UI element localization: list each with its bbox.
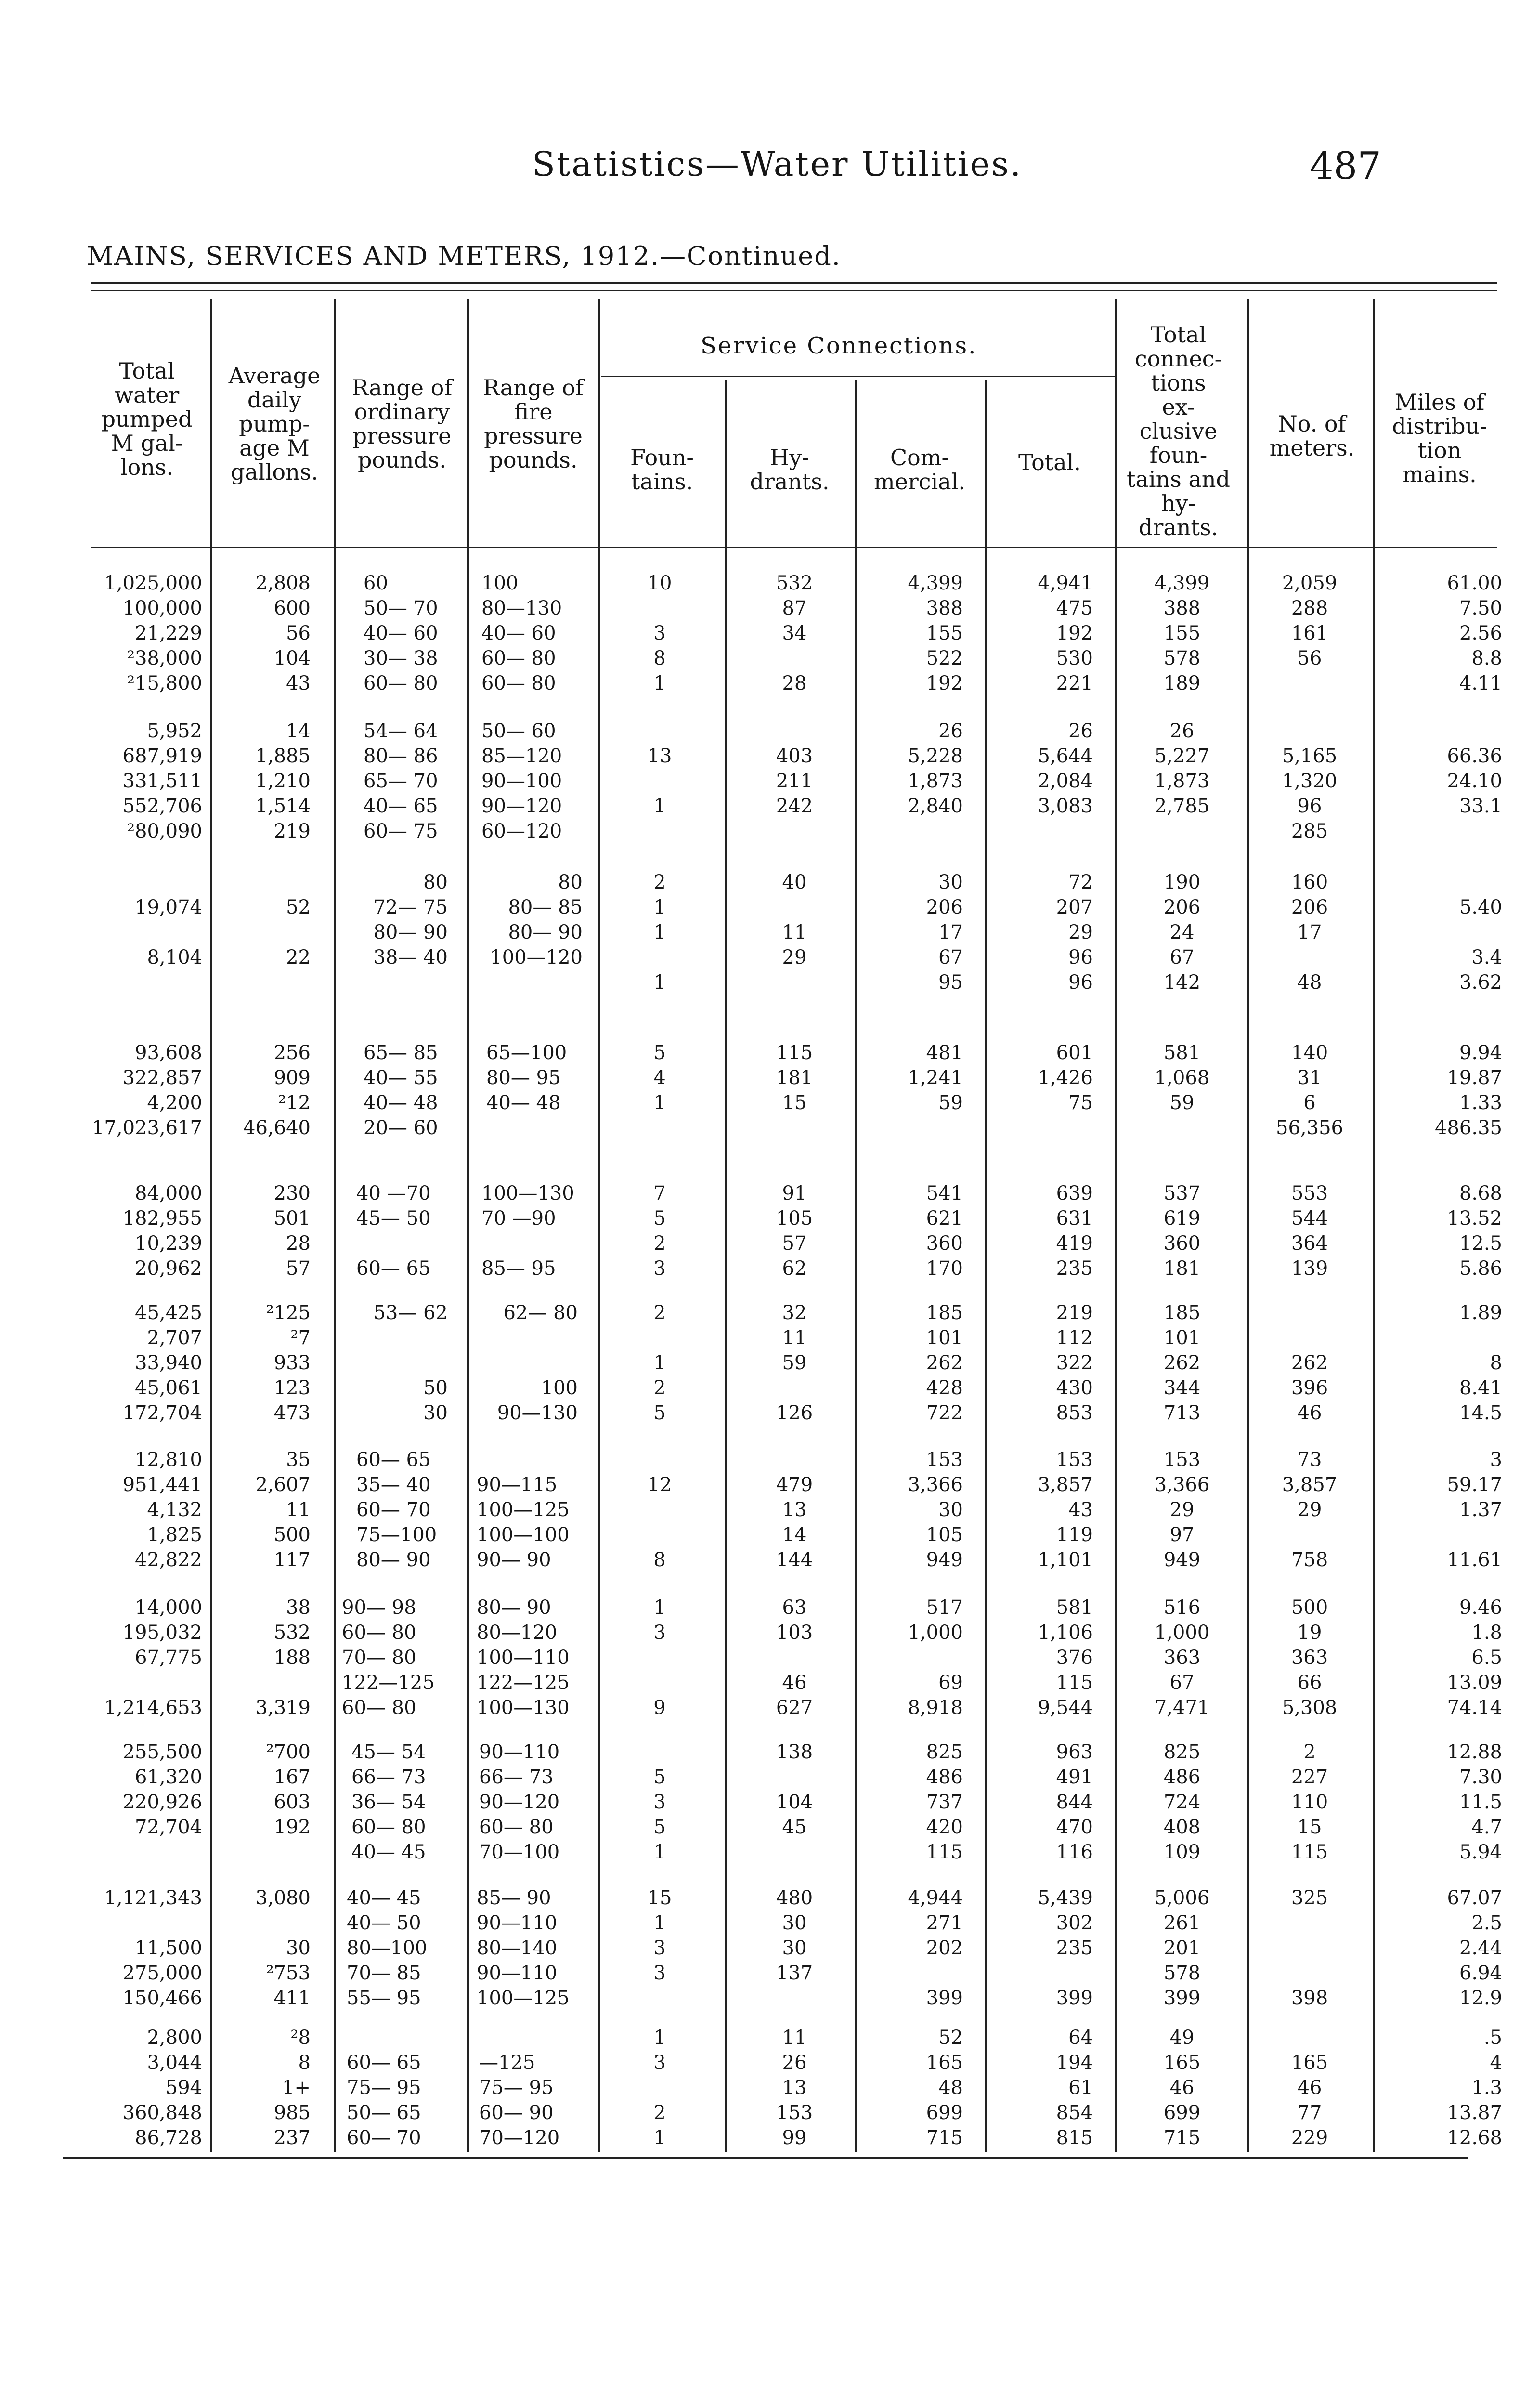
cell-total: 26 5,644 2,084 3,083 [1038, 720, 1093, 817]
cell-total-excl: 190 206 24 67 142 [1163, 871, 1201, 994]
cell-total: 4,941 475 192 530 221 [1038, 572, 1093, 694]
cell-avg-daily: 35 2,607 11 500 117 [255, 1449, 311, 1571]
cell-miles: 61.00 7.50 2.56 8.8 4.11 [1447, 572, 1502, 694]
header-miles: Miles of distribu- tion mains. [1392, 389, 1487, 487]
header-total-pumped: Total water pumped M gal- lons. [101, 358, 193, 480]
cell-avg-daily: 256 909 ²12 46,640 [243, 1042, 311, 1139]
cell-fire-pressure: 100—130 70 —90 85— 95 [481, 1182, 574, 1280]
cell-fire-pressure: 80 80— 85 80— 90 100—120 [490, 871, 583, 968]
cell-fire-pressure: 50— 60 85—120 90—100 90—120 60—120 [481, 720, 562, 842]
cell-fire-pressure: 65—100 80— 95 40— 48 [486, 1042, 567, 1114]
cell-ordinary-pressure: 40— 45 40— 50 80—100 70— 85 55— 95 [347, 1887, 428, 2009]
cell-avg-daily: ²8 8 1+ 985 237 [273, 2027, 311, 2149]
cell-miles: 9.94 19.87 1.33 486.35 [1435, 1042, 1502, 1139]
cell-hydrants: 479 13 14 144 [776, 1474, 813, 1571]
column-rule-10 [1373, 299, 1375, 2152]
cell-hydrants: 63 103 46 627 [776, 1597, 813, 1719]
cell-hydrants: 532 87 34 28 [776, 572, 813, 694]
cell-total: 153 3,857 43 119 1,101 [1038, 1449, 1093, 1571]
cell-total-pumped: 19,074 8,104 [135, 896, 202, 968]
cell-commercial: 26 5,228 1,873 2,840 [908, 720, 963, 817]
cell-meters: 500 19 363 66 5,308 [1282, 1597, 1338, 1719]
cell-fountains: 5 3 5 1 [653, 1766, 666, 1863]
header-ordinary-pressure: Range of ordinary pressure pounds. [351, 375, 453, 473]
top-rule-1 [91, 282, 1497, 284]
cell-commercial: 4,944 271 202 399 [908, 1887, 963, 2009]
cell-meters: 262 396 46 [1291, 1352, 1328, 1424]
cell-hydrants: 32 11 59 126 [776, 1302, 813, 1424]
cell-fire-pressure: 90—110 66— 73 90—120 60— 80 70—100 [479, 1741, 560, 1863]
cell-avg-daily: 2,808 600 56 104 43 [255, 572, 311, 694]
cell-total: 72 207 29 96 96 [1056, 871, 1093, 994]
cell-meters: 325 398 [1291, 1887, 1328, 2009]
cell-total-excl: 185 101 262 344 713 [1163, 1302, 1201, 1424]
cell-miles: 9.46 1.8 6.5 13.09 74.14 [1447, 1597, 1502, 1719]
cell-total: 64 194 61 854 815 [1056, 2027, 1093, 2149]
header-total-excl: Total connec- tions ex- clusive foun- tains and hy- drants. [1127, 322, 1230, 540]
cell-total-pumped: 93,608 322,857 4,200 17,023,617 [91, 1042, 202, 1139]
header-bottom-rule [91, 547, 1497, 548]
cell-total-excl: 581 1,068 59 [1154, 1042, 1210, 1114]
cell-fire-pressure: —125 75— 95 60— 90 70—120 [479, 2052, 560, 2149]
cell-ordinary-pressure: 60— 65 75— 95 50— 65 60— 70 [347, 2052, 421, 2149]
header-total: Total. [1018, 449, 1081, 475]
top-rule-2 [91, 290, 1497, 291]
cell-fire-pressure: 62— 80 100 90—130 [497, 1302, 578, 1424]
column-rule-3 [467, 299, 469, 2152]
cell-ordinary-pressure: 40 —70 45— 50 60— 65 [356, 1182, 431, 1280]
cell-total-pumped: 84,000 182,955 10,239 20,962 [122, 1182, 202, 1280]
column-rule-2 [334, 299, 336, 2152]
cell-commercial: 185 101 262 428 722 [926, 1302, 963, 1424]
header-commercial: Com- mercial. [873, 445, 966, 495]
cell-hydrants: 40 11 29 [782, 871, 807, 968]
cell-ordinary-pressure: 53— 62 50 30 [373, 1302, 448, 1424]
bottom-rule [63, 2157, 1468, 2159]
cell-fountains: 10 3 8 1 [647, 572, 672, 694]
cell-avg-daily: 38 532 188 3,319 [255, 1597, 311, 1719]
cell-avg-daily: 3,080 30 ²753 411 [255, 1887, 311, 2009]
cell-total-excl: 825 486 724 408 109 [1163, 1741, 1201, 1863]
cell-ordinary-pressure: 90— 98 60— 80 70— 80 122—125 60— 80 [342, 1597, 435, 1719]
cell-total: 219 112 322 430 853 [1056, 1302, 1093, 1424]
cell-commercial: 481 1,241 59 [908, 1042, 963, 1114]
cell-fountains: 12 8 [647, 1474, 672, 1571]
cell-meters: 5,165 1,320 96 285 [1282, 745, 1338, 842]
cell-total: 639 631 419 235 [1056, 1182, 1093, 1280]
column-rule-6 [855, 380, 857, 2152]
cell-commercial: 52 165 48 699 715 [926, 2027, 963, 2149]
cell-total-excl: 26 5,227 1,873 2,785 [1154, 720, 1210, 817]
cell-fountains: 7 5 2 3 [653, 1182, 666, 1280]
cell-commercial: 4,399 388 155 522 192 [908, 572, 963, 694]
cell-commercial: 30 206 17 67 95 [926, 871, 963, 994]
cell-total-excl: 49 165 46 699 715 [1163, 2027, 1201, 2149]
cell-total-excl: 537 619 360 181 [1163, 1182, 1201, 1280]
cell-fountains: 1 3 9 [653, 1597, 666, 1719]
service-header-rule [601, 376, 1116, 377]
header-hydrants: Hy- drants. [750, 445, 830, 495]
cell-avg-daily: 230 501 28 57 [273, 1182, 311, 1280]
cell-ordinary-pressure: 60 50— 70 40— 60 30— 38 60— 80 [364, 572, 438, 694]
cell-avg-daily: ²125 ²7 933 123 473 [266, 1302, 311, 1424]
cell-hydrants: 11 26 13 153 99 [776, 2027, 813, 2149]
cell-miles: 3 59.17 1.37 11.61 [1447, 1449, 1502, 1571]
cell-total-excl: 153 3,366 29 97 949 [1154, 1449, 1210, 1571]
cell-fountains: 2 1 2 5 [653, 1302, 666, 1424]
cell-total-pumped: 1,025,000 100,000 21,229 ²38,000 ²15,800 [104, 572, 202, 694]
column-rule-8 [1115, 299, 1117, 2152]
cell-meters: 2 227 110 15 115 [1291, 1741, 1328, 1863]
cell-fountains: 5 4 1 [653, 1042, 666, 1114]
cell-fire-pressure: 100 80—130 40— 60 60— 80 60— 80 [481, 572, 562, 694]
cell-avg-daily: 14 1,885 1,210 1,514 219 [255, 720, 311, 842]
cell-miles: 8.68 13.52 12.5 5.86 [1447, 1182, 1502, 1280]
cell-meters: 165 46 77 229 [1291, 2052, 1328, 2149]
cell-total-excl: 516 1,000 363 67 7,471 [1154, 1597, 1210, 1719]
cell-commercial: 517 1,000 69 8,918 [908, 1597, 963, 1719]
cell-fountains: 1 3 2 1 [653, 2027, 666, 2149]
cell-total-pumped: 2,800 3,044 594 360,848 86,728 [122, 2027, 202, 2149]
cell-total-excl: 5,006 261 201 578 399 [1154, 1887, 1210, 2009]
cell-ordinary-pressure: 45— 54 66— 73 36— 54 60— 80 40— 45 [351, 1741, 426, 1863]
column-rule-1 [210, 299, 212, 2152]
cell-total-pumped: 255,500 61,320 220,926 72,704 [122, 1741, 202, 1838]
section-title: MAINS, SERVICES AND METERS, 1912.—Continued. [87, 241, 841, 271]
cell-commercial: 825 486 737 420 115 [926, 1741, 963, 1863]
cell-hydrants: 403 211 242 [776, 745, 813, 817]
cell-meters: 553 544 364 139 [1291, 1182, 1328, 1280]
cell-total-pumped: 14,000 195,032 67,775 1,214,653 [104, 1597, 202, 1719]
cell-miles: 5.40 3.4 3.62 [1459, 896, 1502, 994]
cell-total: 601 1,426 75 [1038, 1042, 1093, 1114]
cell-miles: 67.07 2.5 2.44 6.94 12.9 [1447, 1887, 1502, 2009]
cell-commercial: 153 3,366 30 105 949 [908, 1449, 963, 1571]
column-rule-5 [725, 380, 727, 2152]
cell-avg-daily: ²700 167 603 192 [266, 1741, 311, 1838]
cell-ordinary-pressure: 80 72— 75 80— 90 38— 40 [373, 871, 448, 968]
page-number: 487 [1310, 144, 1381, 188]
cell-fountains: 2 1 1 1 [653, 871, 666, 994]
header-meters: No. of meters. [1269, 411, 1355, 461]
header-fire-pressure: Range of fire pressure pounds. [483, 375, 584, 473]
cell-fire-pressure: 90—115 100—125 100—100 90— 90 [477, 1474, 570, 1571]
cell-fire-pressure: 80— 90 80—120 100—110 122—125 100—130 [477, 1597, 570, 1719]
cell-hydrants: 480 30 30 137 [776, 1887, 813, 1984]
cell-miles: 12.88 7.30 11.5 4.7 5.94 [1447, 1741, 1502, 1863]
column-rule-9 [1247, 299, 1249, 2152]
cell-total-pumped: 12,810 951,441 4,132 1,825 42,822 [122, 1449, 202, 1571]
cell-commercial: 541 621 360 170 [926, 1182, 963, 1280]
cell-miles: 66.36 24.10 33.1 [1447, 745, 1502, 817]
cell-fountains: 13 1 [647, 745, 672, 817]
running-title: Statistics—Water Utilities. [532, 144, 1023, 184]
cell-meters: 73 3,857 29 758 [1282, 1449, 1338, 1571]
cell-total-pumped: 5,952 687,919 331,511 552,706 ²80,090 [122, 720, 202, 842]
cell-total: 581 1,106 376 115 9,544 [1038, 1597, 1093, 1719]
cell-meters: 140 31 6 56,356 [1276, 1042, 1343, 1139]
header-service-connections: Service Connections. [701, 332, 977, 359]
cell-total-pumped: 1,121,343 11,500 275,000 150,466 [104, 1887, 202, 2009]
cell-miles: .5 4 1.3 13.87 12.68 [1447, 2027, 1502, 2149]
cell-meters: 2,059 288 161 56 [1282, 572, 1338, 669]
cell-ordinary-pressure: 54— 64 80— 86 65— 70 40— 65 60— 75 [364, 720, 438, 842]
cell-miles: 1.89 8 8.41 14.5 [1459, 1302, 1502, 1424]
column-rule-4 [598, 299, 600, 2152]
cell-meters: 160 206 17 48 [1291, 871, 1328, 994]
cell-avg-daily: 52 22 [286, 896, 311, 968]
cell-total-pumped: 45,425 2,707 33,940 45,061 172,704 [122, 1302, 202, 1424]
cell-total-excl: 4,399 388 155 578 189 [1154, 572, 1210, 694]
cell-ordinary-pressure: 65— 85 40— 55 40— 48 20— 60 [364, 1042, 438, 1139]
header-fountains: Foun- tains. [630, 445, 694, 495]
cell-hydrants: 115 181 15 [776, 1042, 813, 1114]
cell-total: 963 491 844 470 116 [1056, 1741, 1093, 1863]
cell-total: 5,439 302 235 399 [1038, 1887, 1093, 2009]
cell-hydrants: 138 104 45 [776, 1741, 813, 1838]
header-avg-daily: Average daily pump- age M gallons. [228, 363, 321, 485]
column-rule-7 [985, 380, 987, 2152]
cell-ordinary-pressure: 60— 65 35— 40 60— 70 75—100 80— 90 [356, 1449, 437, 1571]
cell-hydrants: 91 105 57 62 [776, 1182, 813, 1280]
cell-fountains: 15 1 3 3 [647, 1887, 672, 1984]
cell-fire-pressure: 85— 90 90—110 80—140 90—110 100—125 [477, 1887, 570, 2009]
